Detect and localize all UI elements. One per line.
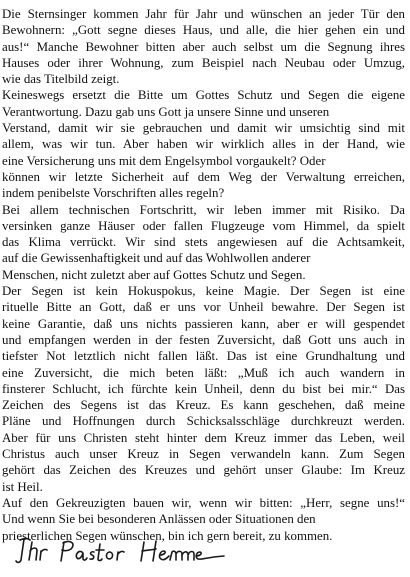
text-line: auf die Gewissenhaftigkeit und auf das Wohlwollen anderer [2,251,311,266]
text-line: ist Heil. [2,479,43,494]
text-line: das Klima verrückt. Wir sind stets angewiesen auf die Achtsamkeit, [2,235,405,250]
signature-scribble [14,534,274,568]
text-line: tiefster Not letztlich nicht fallen läßt. Das ist eine Grundhaltung und [2,349,405,364]
text-line: rituelle Bitte an Gott, daß er uns vor Unheil bewahre. Der Segen ist [2,300,405,315]
text-line: Auf den Gekreuzigten bauen wir, wenn wir bitten: „Herr, segne uns!“ [2,495,405,510]
text-line: können wir letzte Sicherheit auf dem Weg der Verwaltung erreichen, [2,169,405,184]
text-line: gehört das Zeichen des Kreuzes und gehört unser Glaube: Im Kreuz [2,463,405,478]
text-line: Bei allem technischen Fortschritt, wir leben immer mit Risiko. Da [2,202,405,217]
text-line: eine Zuversicht, die mich beten läßt: „Muß ich auch wandern in [2,365,405,380]
text-line: Keineswegs ersetzt die Bitte um Gottes Schutz und Segen die eigene [2,88,405,103]
handwritten-signature [14,534,274,568]
text-line: Pläne und Hoffnungen durch Schicksalsschläge durchkreuzt werden. [2,414,405,429]
text-line: Zeichen des Segens ist das Kreuz. Es kann geschehen, daß meine [2,398,405,413]
text-line: Bewohnern: „Gott segne dieses Haus, und alle, die hier gehen ein und [2,23,405,38]
text-line: eine Versicherung uns mit dem Engelsymbol vorgaukelt? Oder [2,153,326,168]
text-line: finsterer Schlucht, ich fürchte kein Unheil, denn du bist bei mir.“ Das [2,381,405,396]
text-line: und empfangen werden in der festen Zuversicht, daß Gott uns auch in [2,332,405,347]
text-line: allem, was wir tun. Aber haben wir wirklich alles in der Hand, wie [2,137,405,152]
text-line: priesterlichen Segen wünschen, bin ich gern bereit, zu kommen. [2,528,333,543]
text-line: wie das Titelbild zeigt. [2,72,120,87]
text-line: indem penibelste Vorschriften alles regeln? [2,186,225,201]
text-line: Die Sternsinger kommen Jahr für Jahr und wünschen an jeder Tür den [2,7,405,21]
text-line: Aber für uns Christen steht hinter dem Kreuz immer das Leben, weil [2,430,405,445]
text-line: aus!“ Manche Bewohner bitten aber auch selbst um die Segnung ihres [2,39,405,54]
text-line: Hauses oder ihrer Wohnung, zum Beispiel nach Neubau oder Umzug, [2,55,405,70]
text-line: Verstand, damit wir sie gebrauchen und damit wir umsichtig sind mit [2,121,405,136]
text-line: Verantwortung. Dazu gab uns Gott ja unsere Sinne und unseren [2,104,330,119]
text-line: Menschen, nicht zuletzt aber auf Gottes Schutz und Segen. [2,267,306,282]
body-text [2,6,405,544]
text-line: Und wenn Sie bei besonderen Anlässen oder Situationen den [2,512,316,527]
text-line: versinken ganze Häuser oder fallen Flugzeuge vom Himmel, da spielt [2,218,405,233]
text-line: Der Segen ist kein Hokuspokus, keine Magie. Der Segen ist eine [2,284,405,299]
text-line: keine Garantie, daß uns nichts passieren kann, aber er will gespendet [2,316,405,331]
text-line: Christus auch unser Kreuz in Segen verwandeln kann. Zum Segen [2,447,405,462]
